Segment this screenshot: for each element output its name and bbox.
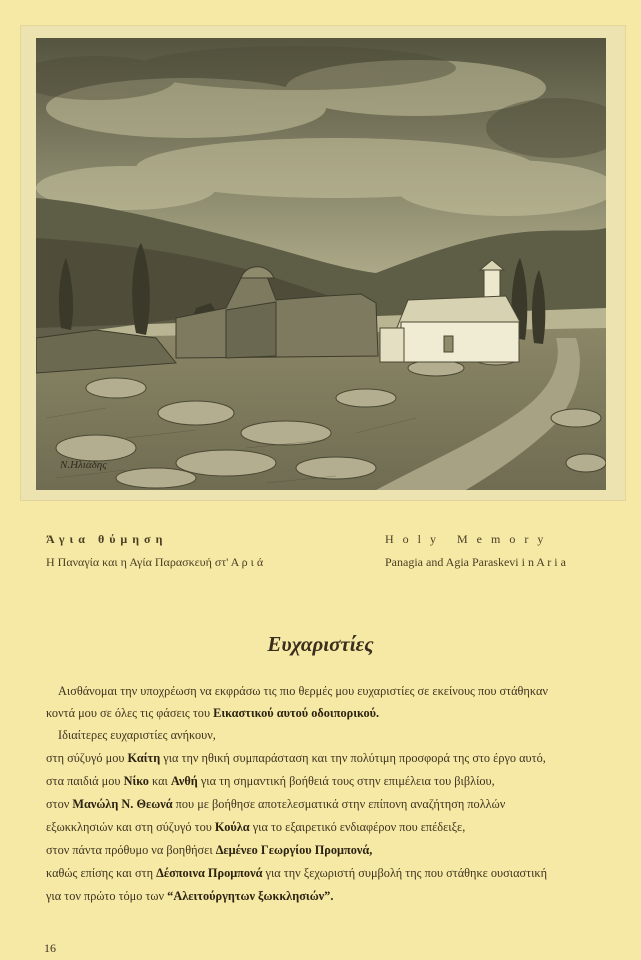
paragraph-line-5: στα παιδιά μου Νίκο και Ανθή για τη σημαντική βοήθειά τους στην επιμέλεια του βιβλίου, <box>46 774 495 788</box>
paragraph-line-1: Αισθάνομαι την υποχρέωση να εκφράσω τις πιο θερμές μου ευχαριστίες σε εκείνους που στάθηκαν <box>58 684 548 698</box>
paragraph-line-9: καθώς επίσης και στη Δέσποινα Προμπονά για την ξεχωριστή συμβολή της που στάθηκε ουσιαστική <box>46 866 548 880</box>
artist-signature: Ν.Ηλιάδης <box>60 459 107 471</box>
caption-greek-subtitle: Η Παναγία και η Αγία Παρασκευή στ' Α ρ ι ά <box>46 555 264 569</box>
caption-english-title: Holy Memory <box>385 532 553 546</box>
church-drawing <box>36 38 606 490</box>
paragraph-line-6: στον Μανώλη Ν. Θεωνά που με βοήθησε αποτελεσματικά στην επίπονη αναζήτηση πολλών <box>46 797 506 811</box>
paragraph-line-8: στον πάντα πρόθυμο να βοηθήσει Δεμένεο Γεωργίου Προμπονά, <box>46 843 373 857</box>
paragraph-line-2: κοντά μου σε όλες τις φάσεις του Εικαστικού αυτού οδοιπορικού. <box>46 706 380 720</box>
paragraph-line-7: εξωκκλησιών και στη σύζυγό του Κούλα για το εξαιρετικό ενδιαφέρον που επέδειξε, <box>46 820 466 834</box>
caption-greek-title: Άγια θύμηση <box>46 532 168 546</box>
caption-english-subtitle: Panagia and Agia Paraskevi i n A r i a <box>385 555 566 569</box>
paragraph-line-3: Ιδιαίτερες ευχαριστίες ανήκουν, <box>58 728 216 742</box>
paragraph-line-10: για τον πρώτο τόμο των “Αλειτούργητων ξωκκλησιών”. <box>46 889 334 903</box>
page-number: 16 <box>44 941 56 955</box>
page-heading: Ευχαριστίες <box>267 632 374 656</box>
paragraph-line-4: στη σύζυγό μου Καίτη για την ηθική συμπαράσταση και την πολύτιμη προσφορά της στο έργο αυτό, <box>46 751 546 765</box>
